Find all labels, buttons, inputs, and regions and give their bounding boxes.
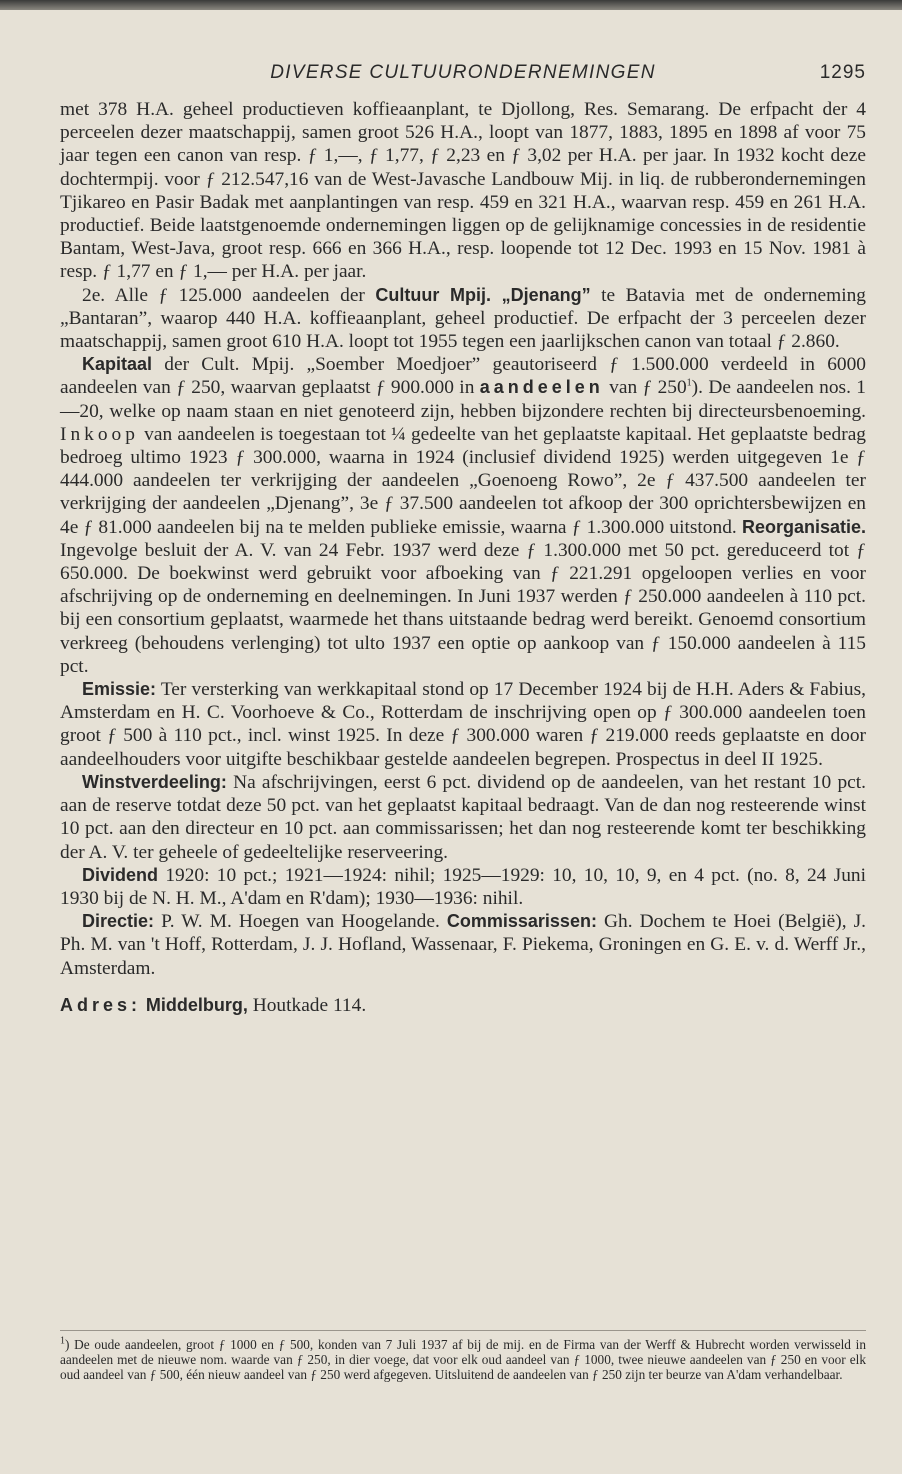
emissie-text: Ter versterking van werkkapitaal stond op 17 December 1924 bij de H.H. Aders & Fabius, Amsterdam en H. C. Voorhoeve & Co., Rotterdam de inschrijving open op ƒ 300.000 aandeelen toen groot ƒ 500 à 110 pct., incl. winst 1925. In deze ƒ 300.000 waren ƒ 219.000 reeds geplaatste en door aandeelhouders voor uitgifte beschikbaar gestelde aandeelen begrepen. Prospectus in deel II 1925. bbox=[60, 679, 866, 770]
company-name: Cultuur Mpij. „Djenang” bbox=[375, 284, 591, 305]
kapitaal-text-b: van ƒ 250 bbox=[603, 377, 687, 399]
kapitaal-text-e: Ingevolge besluit der A. V. van 24 Febr. 1937 werd deze ƒ 1.300.000 met 50 pct. gereduceerd tot ƒ 650.000. De boekwinst werd gebruikt voor afboeking van ƒ 221.291 opgeloopen verlies en voor afschrijving op de onderneming en deelnemingen. In Juni 1937 werden ƒ 250.000 aandeelen à 110 pct. bij een consortium geplaatst, waarmede het thans uitstaande bedrag werd bereikt. Genoemd consortium verkreeg (behoudens verlenging) tot ulto 1937 een optie op aankoop van ƒ 150.000 aandeelen à 115 pct. bbox=[60, 539, 866, 677]
kapitaal-label: Kapitaal bbox=[82, 354, 153, 375]
running-head bbox=[60, 62, 866, 88]
paragraph-2-text-a: 2e. Alle ƒ 125.000 aandeelen der bbox=[82, 284, 376, 306]
paragraph-emissie bbox=[60, 678, 866, 771]
dividend-text: 1920: 10 pct.; 1921—1924: nihil; 1925—1929: 10, 10, 10, 9, en 4 pct. (no. 8, 24 Juni 1930 bij de N. H. M., A'dam en R'dam); 1930—1936: nihil. bbox=[60, 864, 866, 909]
paragraph-2 bbox=[60, 284, 866, 354]
winstverdeeling-text: Na afschrijvingen, eerst 6 pct. dividend op de aandeelen, van het restant 10 pct. aan de reserve totdat deze 50 pct. van het geplaatst kapitaal bedraagt. Van de dan nog resteerende winst 10 pct. aan den directeur en 10 pct. aan commissarissen; het dan nog resteerende komt ter beschikking der A. V. ter geheele of gedeeltelijke reserveering. bbox=[60, 771, 866, 863]
adres-city: Middelburg, bbox=[145, 994, 248, 1015]
paragraph-2-text-c: te Batavia met de onderneming „Bantaran”, waarop 440 H.A. koffieaanplant, geheel productief. De erfpacht der 3 perceelen dezer maatschappij, samen groot 610 H.A. loopt tot 1955 tegen een jaarlijkschen canon van totaal ƒ 2.860. bbox=[60, 284, 866, 353]
footnote-ref: 1 bbox=[686, 377, 692, 389]
directie-label: Directie: bbox=[82, 911, 155, 932]
dividend-label: Dividend bbox=[82, 864, 159, 885]
kapitaal-text-c: ). De aandeelen nos. 1—20, welke op naam staan en niet genoteerd zijn, hebben bijzondere rechten bij directeursbenoeming. bbox=[60, 377, 866, 422]
body-text bbox=[60, 98, 866, 1017]
emissie-label: Emissie: bbox=[82, 679, 157, 700]
running-title: DIVERSE CULTUURONDERNEMINGEN bbox=[270, 62, 656, 83]
aandeelen-spaced: aandeelen bbox=[479, 377, 604, 398]
footnote-marker: 1 bbox=[60, 1335, 65, 1347]
paragraph-winstverdeeling bbox=[60, 771, 866, 864]
paragraph-kapitaal bbox=[60, 353, 866, 678]
kapitaal-text-a: der Cult. Mpij. „Soember Moedjoer” geautoriseerd ƒ 1.500.000 verdeeld in 6000 aandeelen van ƒ 250, waarvan geplaatst ƒ 900.000 in bbox=[60, 354, 866, 399]
inkoop-spaced: Inkoop bbox=[60, 423, 139, 445]
paragraph-dividend bbox=[60, 864, 866, 910]
page-number: 1295 bbox=[819, 62, 866, 83]
paragraph-directie bbox=[60, 910, 866, 980]
footnote-text-block bbox=[60, 1337, 866, 1383]
scan-edge bbox=[0, 0, 902, 10]
kapitaal-text-d: van aandeelen is toegestaan tot ¼ gedeelte van het geplaatste kapitaal. Het geplaatste bedrag bedroeg ultimo 1923 ƒ 300.000, waarna in 1924 (inclusief dividend 1925) werden uitgegeven 1e ƒ 444.000 aandeelen ter verkrijging der aandeelen „Goenoeng Rowo”, 2e ƒ 437.500 aandeelen ter verkrijging der aandeelen „Djenang”, 3e ƒ 37.500 aandeelen tot afkoop der 300 oprichtersbewijzen en 4e ƒ 81.000 aandeelen bij na te melden publieke emissie, waarna ƒ 1.300.000 uitstond. bbox=[60, 423, 866, 538]
reorganisatie-label: Reorganisatie. bbox=[741, 516, 866, 537]
paragraph-1: met 378 H.A. geheel productieven koffieaanplant, te Djollong, Res. Semarang. De erfpacht der 4 perceelen dezer maatschappij, samen groot 526 H.A., loopt van 1877, 1883, 1895 en 1898 af voor 75 jaar tegen een canon van resp. ƒ 1,—, ƒ 1,77, ƒ 2,23 en ƒ 3,02 per H.A. per jaar. In 1932 kocht deze dochtermpij. voor ƒ 212.547,16 van de West-Javasche Landbouw Mij. in liq. de rubberondernemingen Tjikareo en Pasir Badak met aanplantingen van resp. 459 en 321 H.A., waarvan resp. 459 en 261 H.A. productief. Beide laatstgenoemde ondernemingen liggen op de gelijknamige concessies in de residentie Bantam, West-Java, groot resp. 666 en 366 H.A., resp. loopende tot 12 Dec. 1993 en 15 Nov. 1981 à resp. ƒ 1,77 en ƒ 1,— per H.A. per jaar. bbox=[60, 99, 866, 283]
footnote bbox=[60, 1330, 866, 1383]
winstverdeeling-label: Winstverdeeling: bbox=[82, 771, 227, 792]
commissarissen-text: Gh. Dochem te Hoei (België), J. Ph. M. van 't Hoff, Rotterdam, J. J. Hofland, Wassenaar, F. Piekema, Groningen en G. E. v. d. Werff Jr., Amsterdam. bbox=[60, 911, 867, 979]
commissarissen-label: Commissarissen: bbox=[446, 911, 597, 932]
footnote-text: ) De oude aandeelen, groot ƒ 1000 en ƒ 500, konden van 7 Juli 1937 af bij de mij. en de Firma van der Werff & Hubrecht worden verwisseld in aandeelen met de nieuwe nom. waarde van ƒ 250, in dier voege, dat voor elk oud aandeel van ƒ 1000, twee nieuwe aandeelen van ƒ 250 en voor elk oud aandeel van ƒ 500, één nieuw aandeel van ƒ 250 werd afgegeven. Uitsluitend de aandeelen van ƒ 250 zijn ter beurze van A'dam verhandelbaar. bbox=[60, 1337, 866, 1383]
adres-text: Houtkade 114. bbox=[247, 994, 367, 1016]
adres-label: Adres: bbox=[60, 994, 142, 1015]
directie-text: P. W. M. Hoegen van Hoogelande. bbox=[154, 911, 447, 933]
paragraph-adres bbox=[60, 994, 866, 1017]
